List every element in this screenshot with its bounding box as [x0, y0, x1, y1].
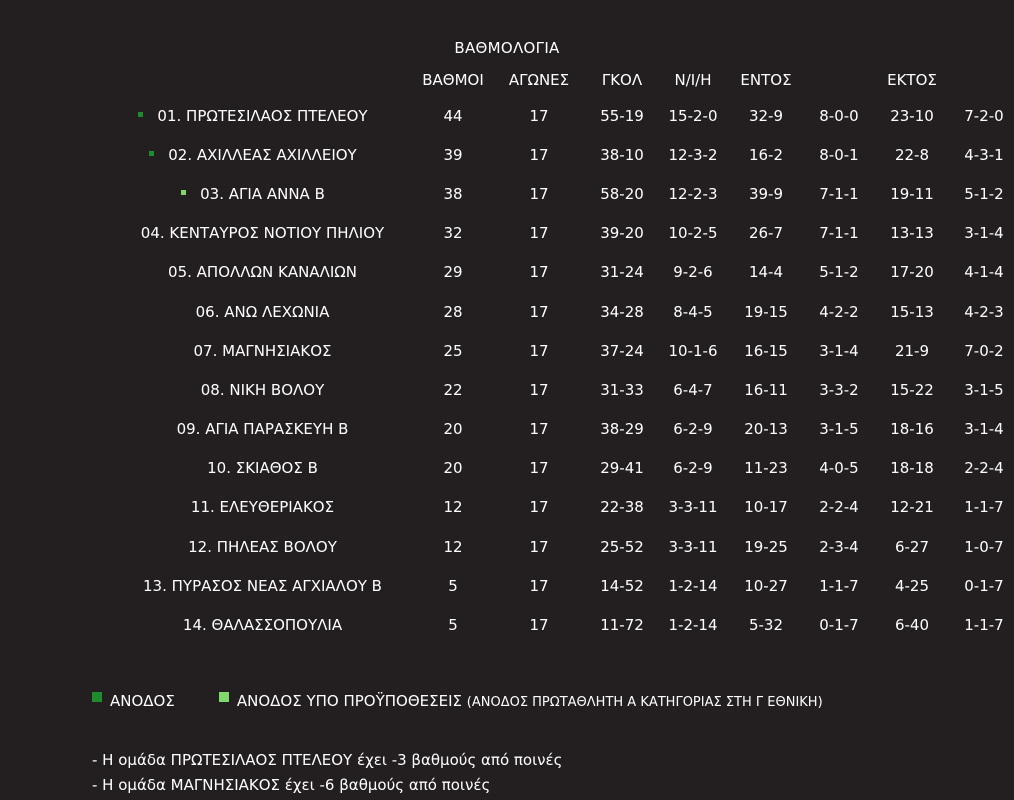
points-cell: 5 [448, 576, 458, 595]
wdl-cell: 10-2-5 [668, 224, 718, 243]
home-wdl-cell: 2-2-4 [819, 498, 859, 517]
away-goals-cell: 4-25 [894, 576, 930, 595]
team-cell [96, 174, 410, 213]
games-cell: 17 [529, 576, 549, 595]
goals-cell: 29-41 [600, 459, 644, 478]
table-row [0, 370, 1014, 409]
goals-cell: 22-38 [600, 498, 644, 517]
header-row [0, 64, 1014, 96]
games-cell: 17 [529, 106, 549, 125]
away-wdl-cell: 4-3-1 [964, 145, 1004, 164]
home-wdl-cell: 7-1-1 [819, 184, 859, 203]
goals-cell: 31-33 [600, 380, 644, 399]
team-name: 07. ΜΑΓΝΗΣΙΑΚΟΣ [193, 341, 332, 360]
row-spacer [0, 331, 96, 370]
team-cell [96, 488, 410, 527]
standings-body [0, 96, 1014, 645]
away-wdl-cell: 1-1-7 [964, 616, 1004, 635]
header-points: ΒΑΘΜΟΙ [422, 71, 484, 89]
team-cell [96, 253, 410, 292]
row-spacer [0, 174, 96, 213]
home-goals-cell: 5-32 [748, 616, 784, 635]
points-cell: 5 [448, 616, 458, 635]
team-name: 11. ΕΛΕΥΘΕΡΙΑΚΟΣ [190, 498, 335, 517]
games-cell: 17 [529, 420, 549, 439]
away-goals-cell: 18-18 [890, 459, 934, 478]
row-spacer [0, 605, 96, 644]
row-spacer [0, 292, 96, 331]
points-cell: 29 [443, 263, 463, 282]
header-home: ΕΝΤΟΣ [740, 71, 792, 89]
team-cell [96, 370, 410, 409]
header-home-spacer [808, 64, 870, 96]
team-cell [96, 331, 410, 370]
goals-cell: 25-52 [600, 537, 644, 556]
team-name: 06. ΑΝΩ ΛΕΧΩΝΙΑ [195, 302, 330, 321]
promotion-color-square [92, 692, 102, 702]
home-goals-cell: 19-25 [744, 537, 788, 556]
table-row [0, 253, 1014, 292]
goals-cell: 31-24 [600, 263, 644, 282]
promotion-marker [149, 151, 154, 156]
home-wdl-cell: 4-2-2 [819, 302, 859, 321]
away-wdl-cell: 4-1-4 [964, 263, 1004, 282]
away-goals-cell: 17-20 [890, 263, 934, 282]
home-goals-cell: 14-4 [748, 263, 784, 282]
wdl-cell: 8-4-5 [673, 302, 713, 321]
away-goals-cell: 15-22 [890, 380, 934, 399]
header-spacer [0, 64, 96, 96]
away-wdl-cell: 1-1-7 [964, 498, 1004, 517]
team-name: 10. ΣΚΙΑΘΟΣ Β [207, 459, 318, 478]
points-cell: 20 [443, 459, 463, 478]
points-cell: 12 [443, 537, 463, 556]
row-marker-empty [164, 621, 169, 626]
home-wdl-cell: 2-3-4 [819, 537, 859, 556]
row-marker-empty [188, 464, 193, 469]
wdl-cell: 3-3-11 [668, 498, 718, 517]
points-cell: 44 [443, 106, 463, 125]
away-goals-cell: 18-16 [890, 420, 934, 439]
games-cell: 17 [529, 184, 549, 203]
promotion-marker [138, 112, 143, 117]
home-wdl-cell: 3-3-2 [819, 380, 859, 399]
games-cell: 17 [529, 498, 549, 517]
wdl-cell: 9-2-6 [673, 263, 713, 282]
home-wdl-cell: 4-0-5 [819, 459, 859, 478]
games-cell: 17 [529, 616, 549, 635]
away-goals-cell: 23-10 [890, 106, 934, 125]
away-goals-cell: 21-9 [894, 341, 930, 360]
row-marker-empty [172, 503, 177, 508]
away-wdl-cell: 7-0-2 [964, 341, 1004, 360]
table-row [0, 488, 1014, 527]
table-row [0, 214, 1014, 253]
team-name: 03. ΑΓΙΑ ΑΝΝΑ Β [200, 184, 325, 203]
goals-cell: 37-24 [600, 341, 644, 360]
away-wdl-cell: 3-1-4 [964, 420, 1004, 439]
standings-table [0, 64, 1014, 645]
goals-cell: 34-28 [600, 302, 644, 321]
table-row [0, 410, 1014, 449]
goals-cell: 38-10 [600, 145, 644, 164]
header-wdl: Ν/Ι/Η [674, 71, 712, 89]
home-goals-cell: 16-2 [748, 145, 784, 164]
home-goals-cell: 16-15 [744, 341, 788, 360]
home-goals-cell: 11-23 [744, 459, 788, 478]
header-away-spacer [954, 64, 1014, 96]
wdl-cell: 6-4-7 [673, 380, 713, 399]
goals-cell: 39-20 [600, 224, 644, 243]
row-marker-empty [169, 543, 174, 548]
away-goals-cell: 12-21 [890, 498, 934, 517]
wdl-cell: 12-2-3 [668, 184, 718, 203]
row-marker-empty [182, 386, 187, 391]
home-wdl-cell: 5-1-2 [819, 263, 859, 282]
away-goals-cell: 13-13 [890, 224, 934, 243]
home-goals-cell: 39-9 [748, 184, 784, 203]
points-cell: 28 [443, 302, 463, 321]
row-spacer [0, 135, 96, 174]
team-name: 05. ΑΠΟΛΛΩΝ ΚΑΝΑΛΙΩΝ [168, 263, 357, 282]
wdl-cell: 6-2-9 [673, 459, 713, 478]
goals-cell: 14-52 [600, 576, 644, 595]
conditional-color-square [219, 692, 229, 702]
team-cell [96, 135, 410, 174]
points-cell: 38 [443, 184, 463, 203]
away-wdl-cell: 7-2-0 [964, 106, 1004, 125]
away-goals-cell: 19-11 [890, 184, 934, 203]
table-row [0, 449, 1014, 488]
row-spacer [0, 449, 96, 488]
away-goals-cell: 22-8 [894, 145, 930, 164]
team-cell [96, 527, 410, 566]
table-row [0, 605, 1014, 644]
games-cell: 17 [529, 302, 549, 321]
row-marker-empty [177, 308, 182, 313]
team-name: 04. ΚΕΝΤΑΥΡΟΣ ΝΟΤΙΟΥ ΠΗΛΙΟΥ [140, 224, 385, 243]
row-spacer [0, 566, 96, 605]
away-goals-cell: 6-40 [894, 616, 930, 635]
games-cell: 17 [529, 537, 549, 556]
home-goals-cell: 32-9 [748, 106, 784, 125]
header-away: ΕΚΤΟΣ [887, 71, 937, 89]
table-row [0, 292, 1014, 331]
points-cell: 32 [443, 224, 463, 243]
goals-cell: 58-20 [600, 184, 644, 203]
away-wdl-cell: 3-1-4 [964, 224, 1004, 243]
team-cell [96, 292, 410, 331]
wdl-cell: 10-1-6 [668, 341, 718, 360]
wdl-cell: 1-2-14 [668, 616, 718, 635]
note-item: - Η ομάδα ΠΡΩΤΕΣΙΛΑΟΣ ΠΤΕΛΕΟΥ έχει -3 βαθμούς από ποινές [92, 751, 563, 769]
games-cell: 17 [529, 224, 549, 243]
points-cell: 12 [443, 498, 463, 517]
note-item: - Η ομάδα ΜΑΓΝΗΣΙΑΚΟΣ έχει -6 βαθμούς από ποινές [92, 776, 491, 794]
away-wdl-cell: 5-1-2 [964, 184, 1004, 203]
home-wdl-cell: 7-1-1 [819, 224, 859, 243]
home-wdl-cell: 3-1-5 [819, 420, 859, 439]
team-cell [96, 214, 410, 253]
team-name: 01. ΠΡΩΤΕΣΙΛΑΟΣ ΠΤΕΛΕΟΥ [157, 106, 368, 125]
standings-title: ΒΑΘΜΟΛΟΓΙΑ [454, 39, 560, 57]
row-marker-empty [175, 347, 180, 352]
row-spacer [0, 370, 96, 409]
goals-cell: 55-19 [600, 106, 644, 125]
home-goals-cell: 16-11 [744, 380, 788, 399]
wdl-cell: 15-2-0 [668, 106, 718, 125]
away-goals-cell: 6-27 [894, 537, 930, 556]
away-wdl-cell: 3-1-5 [964, 380, 1004, 399]
row-spacer [0, 214, 96, 253]
row-marker-empty [149, 268, 154, 273]
team-cell [96, 449, 410, 488]
team-cell [96, 410, 410, 449]
row-spacer [0, 253, 96, 292]
games-cell: 17 [529, 459, 549, 478]
home-wdl-cell: 1-1-7 [819, 576, 859, 595]
away-goals-cell: 15-13 [890, 302, 934, 321]
team-name: 12. ΠΗΛΕΑΣ ΒΟΛΟΥ [188, 537, 337, 556]
legend-promotion: ΑΝΟΔΟΣ [110, 692, 175, 710]
table-row [0, 566, 1014, 605]
legend [92, 688, 823, 714]
away-wdl-cell: 4-2-3 [964, 302, 1004, 321]
home-goals-cell: 26-7 [748, 224, 784, 243]
goals-cell: 38-29 [600, 420, 644, 439]
away-wdl-cell: 0-1-7 [964, 576, 1004, 595]
points-cell: 20 [443, 420, 463, 439]
row-spacer [0, 96, 96, 135]
row-marker-empty [158, 425, 163, 430]
wdl-cell: 6-2-9 [673, 420, 713, 439]
wdl-cell: 1-2-14 [668, 576, 718, 595]
away-wdl-cell: 2-2-4 [964, 459, 1004, 478]
team-name: 02. ΑΧΙΛΛΕΑΣ ΑΧΙΛΛΕΙΟΥ [168, 145, 357, 164]
home-wdl-cell: 8-0-1 [819, 145, 859, 164]
points-cell: 25 [443, 341, 463, 360]
games-cell: 17 [529, 380, 549, 399]
row-marker-empty [124, 582, 129, 587]
table-row [0, 331, 1014, 370]
team-name: 14. ΘΑΛΑΣΣΟΠΟΥΛΙΑ [182, 616, 343, 635]
table-row [0, 527, 1014, 566]
home-wdl-cell: 8-0-0 [819, 106, 859, 125]
conditional-marker [181, 190, 186, 195]
wdl-cell: 12-3-2 [668, 145, 718, 164]
table-row [0, 96, 1014, 135]
row-marker-empty [122, 229, 127, 234]
team-name: 08. ΝΙΚΗ ΒΟΛΟΥ [200, 380, 325, 399]
row-spacer [0, 488, 96, 527]
games-cell: 17 [529, 263, 549, 282]
row-spacer [0, 410, 96, 449]
header-games: ΑΓΩΝΕΣ [508, 71, 570, 89]
wdl-cell: 3-3-11 [668, 537, 718, 556]
notes [92, 748, 562, 798]
away-wdl-cell: 1-0-7 [964, 537, 1004, 556]
home-wdl-cell: 0-1-7 [819, 616, 859, 635]
goals-cell: 11-72 [600, 616, 644, 635]
home-goals-cell: 20-13 [744, 420, 788, 439]
header-goals: ΓΚΟΛ [601, 71, 643, 89]
home-goals-cell: 10-17 [744, 498, 788, 517]
table-row [0, 135, 1014, 174]
points-cell: 22 [443, 380, 463, 399]
team-cell [96, 96, 410, 135]
home-goals-cell: 10-27 [744, 576, 788, 595]
legend-conditional-note: (ΑΝΟΔΟΣ ΠΡΩΤΑΘΛΗΤΗ Α ΚΑΤΗΓΟΡΙΑΣ ΣΤΗ Γ ΕΘΝΙΚΗ) [466, 695, 823, 710]
table-row [0, 174, 1014, 213]
legend-conditional: ΑΝΟΔΟΣ ΥΠΟ ΠΡΟΫΠΟΘΕΣΕΙΣ [236, 692, 462, 710]
team-cell [96, 566, 410, 605]
games-cell: 17 [529, 145, 549, 164]
team-cell [96, 605, 410, 644]
points-cell: 39 [443, 145, 463, 164]
home-wdl-cell: 3-1-4 [819, 341, 859, 360]
games-cell: 17 [529, 341, 549, 360]
header-team [96, 64, 410, 96]
row-spacer [0, 527, 96, 566]
team-name: 13. ΠΥΡΑΣΟΣ ΝΕΑΣ ΑΓΧΙΑΛΟΥ Β [143, 576, 382, 595]
team-name: 09. ΑΓΙΑ ΠΑΡΑΣΚΕΥΗ Β [176, 420, 349, 439]
home-goals-cell: 19-15 [744, 302, 788, 321]
